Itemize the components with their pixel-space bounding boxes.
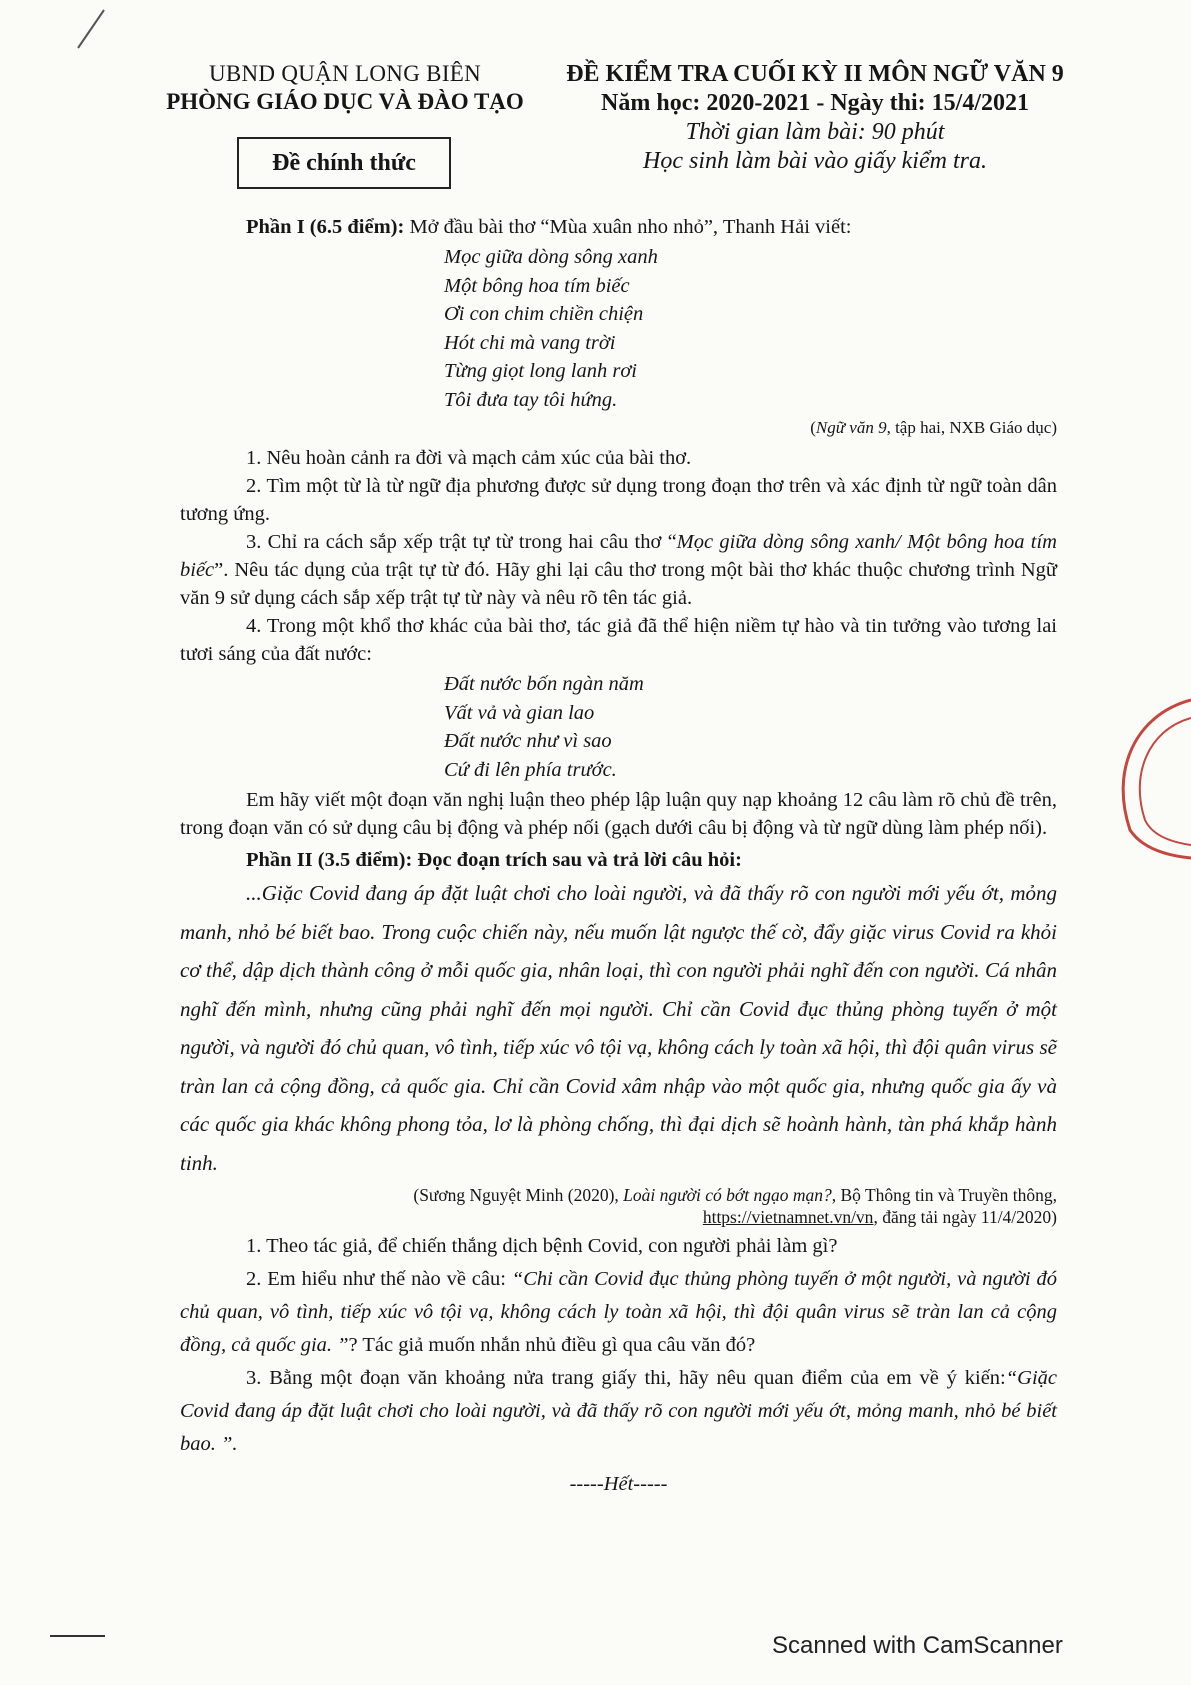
pen-stroke-mark (72, 8, 112, 53)
q3-text-b: ”. Nêu tác dụng của trật tự từ đó. Hãy ghi lại câu thơ trong một bài thơ khác thuộc chương trình Ngữ văn 9 sử dụng cách sắp xếp trật tự từ này và nêu rõ tên tác giả. (180, 559, 1057, 609)
part1-heading: Phần I (6.5 điểm): (246, 216, 405, 238)
exam-title: ĐỀ KIỂM TRA CUỐI KỲ II MÔN NGỮ VĂN 9 (566, 61, 1064, 87)
q2-text-b: ? Tác giả muốn nhắn nhủ điều gì qua câu văn đó? (348, 1334, 756, 1356)
part2-question-1: 1. Theo tác giả, để chiến thắng dịch bệnh Covid, con người phải làm gì? (246, 1235, 838, 1257)
q3-quote: Mọc giữa dòng sông xanh/ Một bông hoa tím biếc (180, 531, 1057, 581)
poem-line: Từng giọt long lanh rơi (444, 360, 637, 382)
source-title: Loài người có bớt ngạo mạn? (623, 1185, 832, 1205)
q2-text-a: 2. Em hiểu như thế nào về câu: (246, 1268, 512, 1290)
exam-instruction: Học sinh làm bài vào giấy kiểm tra. (643, 148, 987, 174)
issuer-district: UBND QUẬN LONG BIÊN (208, 61, 482, 86)
source-link[interactable]: https://vietnamnet.vn/vn (702, 1207, 874, 1227)
poem-line: Mọc giữa dòng sông xanh (444, 246, 658, 268)
camscanner-watermark: Scanned with CamScanner (772, 1632, 1063, 1659)
red-stamp-fragment (1090, 690, 1191, 860)
part1-question-1: 1. Nêu hoàn cảnh ra đời và mạch cảm xúc của bài thơ. (246, 447, 692, 469)
q2-quote: “Chi cần Covid đục thủng phòng tuyến ở một người, và người đó chủ quan, vô tình, tiếp xúc vô tội vạ, không cách ly toàn xã hội, thì đội quân virus sẽ tràn lan cả cộng đồng, cả quốc gia. ” (180, 1268, 1057, 1356)
poem-excerpt-1 (444, 243, 1057, 414)
poem-line: Đất nước như vì sao (444, 730, 612, 752)
poem-excerpt-2 (444, 670, 1057, 784)
margin-mark (50, 1635, 105, 1637)
poem-line: Một bông hoa tím biếc (444, 274, 630, 297)
official-badge: Đề chính thức (237, 137, 451, 189)
source-book: Ngữ văn 9 (815, 418, 887, 437)
exam-body (180, 213, 1057, 1496)
part2-question-2 (180, 1263, 1057, 1362)
exam-duration: Thời gian làm bài: 90 phút (685, 119, 945, 145)
poem-line: Cứ đi lên phía trước. (444, 758, 617, 781)
issuer-department: PHÒNG GIÁO DỤC VÀ ĐÀO TẠO (166, 89, 524, 114)
part2-excerpt: ...Giặc Covid đang áp đặt luật chơi cho loài người, và đã thấy rõ con người mới yếu ớt, mỏng manh, nhỏ bé biết bao. Trong cuộc chiến này, nếu muốn lật ngược thế cờ, đẩy giặc virus Covid ra khỏi cơ thể, dập dịch thành công ở mỗi quốc gia, nhân loại, thì con người phải nghĩ đến con người. Cá nhân nghĩ đến mình, nhưng cũng phải nghĩ đến mọi người. Chỉ cần Covid đục thủng phòng tuyến ở một người, và người đó chủ quan, vô tình, tiếp xúc vô tội vạ, không cách ly toàn xã hội, thì đội quân virus sẽ tràn lan cả cộng đồng, cả quốc gia. Chỉ cần Covid xâm nhập vào một quốc gia, nhưng quốc gia ấy và các quốc gia khác không phong tỏa, lơ là phòng chống, thì đại dịch sẽ hoành hành, tàn phá khắp hành tinh. (180, 881, 1057, 1175)
source-date: , đăng tải ngày 11/4/2020) (873, 1207, 1057, 1227)
part1-intro (180, 213, 1057, 241)
poem-line: Đất nước bốn ngàn năm (444, 673, 644, 695)
poem-line: Ơi con chim chiền chiện (444, 303, 644, 325)
q3-text-a: 3. Bằng một đoạn văn khoảng nửa trang giấy thi, hãy nêu quan điểm của em về ý kiến: (246, 1367, 1006, 1389)
source-open: ( (810, 418, 816, 437)
source-rest: , tập hai, NXB Giáo dục) (886, 418, 1057, 437)
part1-question-4-task: Em hãy viết một đoạn văn nghị luận theo phép lập luận quy nạp khoảng 12 câu làm rõ chủ đề trên, trong đoạn văn có sử dụng câu bị động và phép nối (gạch dưới câu bị động và từ ngữ dùng làm phép nối). (180, 789, 1057, 839)
q3-quote: “Giặc Covid đang áp đặt luật chơi cho loài người, và đã thấy rõ con người mới yếu ớt, mỏng manh, nhỏ bé biết bao. ”. (180, 1367, 1057, 1455)
part2-heading: Phần II (3.5 điểm): Đọc đoạn trích sau và trả lời câu hỏi: (246, 849, 742, 871)
part1-question-2: 2. Tìm một từ là từ ngữ địa phương được sử dụng trong đoạn thơ trên và xác định từ ngữ toàn dân tương ứng. (180, 475, 1057, 525)
poem-line: Vất vả và gian lao (444, 701, 595, 724)
poem-line: Hót chi mà vang trời (444, 331, 616, 354)
excerpt-source (180, 1184, 1057, 1228)
q3-text-a: 3. Chỉ ra cách sắp xếp trật tự từ trong hai câu thơ “ (246, 531, 677, 553)
part1-question-4: 4. Trong một khổ thơ khác của bài thơ, tác giả đã thể hiện niềm tự hào và tin tưởng vào tương lai tươi sáng của đất nước: (180, 615, 1057, 665)
poem-source (180, 416, 1057, 440)
part2-question-3 (180, 1362, 1057, 1461)
issuer-block (160, 60, 530, 116)
source-author: (Sương Nguyệt Minh (2020), (413, 1185, 624, 1205)
poem-line: Tôi đưa tay tôi hứng. (444, 388, 618, 411)
end-marker: -----Hết----- (569, 1473, 668, 1495)
part1-intro-text: Mở đầu bài thơ “Mùa xuân nho nhỏ”, Thanh Hải viết: (404, 216, 852, 238)
exam-year-date: Năm học: 2020-2021 - Ngày thi: 15/4/2021 (601, 90, 1029, 116)
exam-title-block (530, 60, 1100, 176)
source-publisher: , Bộ Thông tin và Truyền thông, (831, 1185, 1057, 1205)
part1-question-3 (180, 528, 1057, 612)
